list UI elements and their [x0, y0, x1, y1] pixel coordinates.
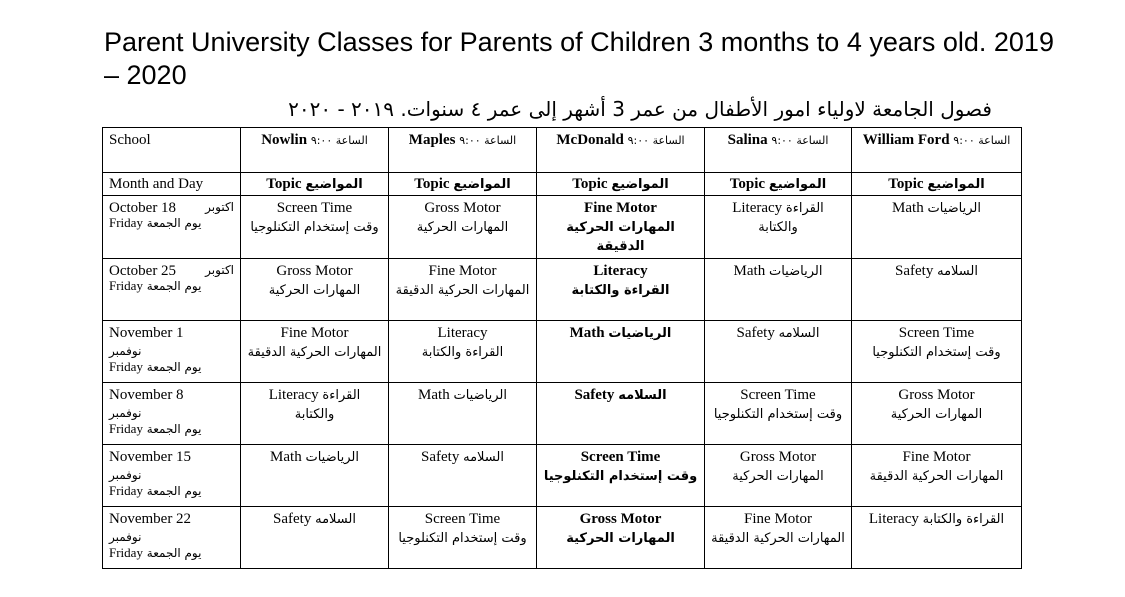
topic-row	[103, 173, 1022, 196]
topic-cell	[852, 383, 1022, 445]
date-english: November 1	[109, 325, 184, 341]
topic-arabic: السلامه	[463, 450, 504, 465]
school-header-salina	[705, 128, 852, 173]
topic-header	[537, 173, 705, 196]
topic-arabic: الرياضيات	[927, 201, 981, 216]
date-cell	[103, 507, 241, 569]
date-cell	[103, 445, 241, 507]
topic-arabic: السلامه	[937, 264, 978, 279]
topic-arabic: وقت إستخدام التكنلوجيا	[250, 220, 379, 235]
date-cell	[103, 259, 241, 321]
page-title-english: Parent University Classes for Parents of Children 3 months to 4 years old. 2019 – 2020	[104, 27, 1054, 90]
topic-header	[241, 173, 389, 196]
date-english: October 25	[109, 263, 177, 279]
topic-en: Topic	[729, 176, 766, 192]
day-arabic: يوم الجمعة	[146, 546, 202, 560]
topic-english: Math	[270, 449, 302, 465]
school-name: McDonald	[556, 132, 624, 148]
table-row	[103, 383, 1022, 445]
topic-cell	[241, 445, 389, 507]
topic-cell	[241, 196, 389, 259]
table-row	[103, 259, 1022, 321]
date-english: November 15	[109, 449, 192, 465]
topic-arabic: السلامه	[618, 388, 667, 403]
topic-english: Safety	[273, 511, 312, 527]
topic-arabic: المهارات الحركية الدقيقة	[869, 469, 1004, 484]
school-header-william-ford	[852, 128, 1022, 173]
topic-arabic: وقت إستخدام التكنلوجيا	[713, 407, 843, 422]
topic-english: Fine Motor	[280, 325, 349, 341]
day-arabic: يوم الجمعة	[146, 279, 202, 293]
topic-header	[705, 173, 852, 196]
topic-ar: المواضيع	[927, 177, 985, 192]
month-arabic: نوفمبر	[109, 468, 142, 482]
topic-english: Screen Time	[898, 325, 975, 341]
topic-en: Topic	[888, 176, 924, 192]
topic-english: Math	[569, 325, 605, 341]
day-line	[109, 278, 234, 294]
day-english: Friday	[109, 483, 143, 498]
topic-english: Literacy	[437, 325, 488, 341]
topic-arabic: وقت إستخدام التكنلوجيا	[398, 531, 527, 546]
date-arabic: اكتوبر	[205, 200, 234, 214]
topic-cell	[537, 321, 705, 383]
topic-english: Screen Time	[424, 511, 501, 527]
topic-cell	[705, 445, 852, 507]
day-line	[109, 483, 234, 499]
day-arabic: يوم الجمعة	[146, 360, 202, 374]
topic-cell	[389, 383, 537, 445]
topic-english: Safety	[736, 325, 775, 341]
topic-arabic: الرياضيات	[768, 264, 823, 279]
topic-cell	[705, 259, 852, 321]
topic-en: Topic	[572, 176, 608, 192]
topic-cell	[537, 259, 705, 321]
day-english: Friday	[109, 278, 143, 293]
topic-cell	[705, 383, 852, 445]
topic-cell	[241, 321, 389, 383]
topic-arabic: المهارات الحركية الدقيقة	[247, 345, 382, 360]
topic-english: Fine Motor	[744, 511, 812, 527]
topic-english: Fine Motor	[902, 449, 971, 465]
date-cell	[103, 321, 241, 383]
school-name: Nowlin	[261, 132, 308, 148]
day-arabic: يوم الجمعة	[146, 484, 202, 498]
school-header-mcdonald	[537, 128, 705, 173]
topic-cell	[241, 259, 389, 321]
topic-english: Screen Time	[580, 449, 661, 465]
topic-en: Topic	[414, 176, 450, 192]
topic-cell	[537, 383, 705, 445]
topic-english: Math	[733, 263, 766, 279]
topic-cell	[705, 196, 852, 259]
date-english: November 8	[109, 387, 184, 403]
topic-english: Gross Motor	[579, 511, 662, 527]
topic-arabic: القراءة والكتابة	[571, 283, 670, 298]
topic-arabic: الرياضيات	[305, 450, 359, 465]
topic-arabic: المهارات الحركية	[732, 469, 824, 484]
school-label: School	[103, 128, 241, 173]
topic-arabic: الرياضيات	[453, 388, 507, 403]
topic-cell	[852, 259, 1022, 321]
table-row	[103, 445, 1022, 507]
topic-cell	[389, 507, 537, 569]
topic-cell	[389, 196, 537, 259]
topic-english: Gross Motor	[276, 263, 353, 279]
topic-arabic: الرياضيات	[608, 326, 672, 341]
date-english: October 18	[109, 200, 177, 216]
topic-english: Screen Time	[740, 387, 816, 403]
topic-english: Math	[892, 200, 924, 216]
topic-arabic: السلامه	[778, 326, 820, 341]
day-english: Friday	[109, 421, 143, 436]
topic-arabic: المهارات الحركية	[890, 407, 983, 422]
school-time: الساعة ٩:٠٠	[459, 134, 517, 147]
topic-ar: المواضيع	[305, 177, 363, 192]
date-rows	[103, 196, 1022, 569]
topic-cell	[852, 196, 1022, 259]
table-row	[103, 196, 1022, 259]
table-row	[103, 507, 1022, 569]
school-time: الساعة ٩:٠٠	[310, 134, 368, 147]
month-arabic: نوفمبر	[109, 530, 142, 544]
topic-english: Screen Time	[276, 200, 353, 216]
page-title-arabic: فصول الجامعة لاولياء امور الأطفال من عمر 3 أشهر إلى عمر ٤ سنوات. ٢٠١٩ - ٢٠٢٠	[288, 97, 992, 121]
topic-english: Literacy	[268, 387, 319, 403]
topic-english: Literacy	[593, 263, 648, 279]
date-arabic: اكتوبر	[205, 263, 234, 277]
topic-arabic: القراءة والكتابة	[294, 388, 361, 422]
topic-english: Gross Motor	[424, 200, 501, 216]
topic-header	[389, 173, 537, 196]
topic-english: Safety	[895, 263, 934, 279]
day-line	[109, 545, 234, 561]
school-time: الساعة ٩:٠٠	[771, 134, 829, 147]
topic-cell	[705, 507, 852, 569]
topic-cell	[241, 507, 389, 569]
topic-cell	[389, 321, 537, 383]
topic-cell	[537, 445, 705, 507]
month-day-label: Month and Day	[103, 173, 241, 196]
topic-english: Literacy	[732, 200, 783, 216]
topic-english: Gross Motor	[739, 449, 817, 465]
topic-arabic: المهارات الحركية	[416, 220, 509, 235]
day-english: Friday	[109, 215, 143, 230]
topic-arabic: المهارات الحركية	[566, 531, 675, 546]
topic-cell	[389, 445, 537, 507]
topic-cell	[537, 507, 705, 569]
topic-cell	[537, 196, 705, 259]
topic-english: Gross Motor	[898, 387, 975, 403]
topic-cell	[852, 445, 1022, 507]
topic-english: Math	[418, 387, 450, 403]
day-line	[109, 359, 234, 375]
topic-ar: المواضيع	[611, 177, 669, 192]
topic-arabic: المهارات الحركية الدقيقة	[566, 220, 675, 254]
topic-cell	[241, 383, 389, 445]
topic-english: Literacy	[868, 511, 919, 527]
topic-arabic: القراءة والكتابة	[922, 512, 1005, 527]
topic-en: Topic	[266, 176, 302, 192]
topic-english: Fine Motor	[584, 200, 657, 216]
day-line	[109, 421, 234, 437]
topic-cell	[852, 321, 1022, 383]
day-arabic: يوم الجمعة	[146, 216, 202, 230]
topic-ar: المواضيع	[453, 177, 511, 192]
topic-arabic: وقت إستخدام التكنلوجيا	[872, 345, 1001, 360]
schedule-table	[102, 127, 1022, 569]
date-cell	[103, 196, 241, 259]
month-arabic: نوفمبر	[109, 406, 142, 420]
topic-english: Safety	[574, 387, 615, 403]
topic-arabic: المهارات الحركية الدقيقة	[395, 283, 530, 298]
topic-arabic: المهارات الحركية	[268, 283, 361, 298]
topic-cell	[389, 259, 537, 321]
table-row	[103, 321, 1022, 383]
topic-english: Safety	[421, 449, 460, 465]
header-row	[103, 128, 1022, 173]
school-header-maples	[389, 128, 537, 173]
school-header-nowlin	[241, 128, 389, 173]
date-cell	[103, 383, 241, 445]
topic-cell	[852, 507, 1022, 569]
day-arabic: يوم الجمعة	[146, 422, 202, 436]
topic-cell	[705, 321, 852, 383]
topic-english: Fine Motor	[428, 263, 497, 279]
topic-ar: المواضيع	[768, 177, 827, 192]
school-name: Maples	[408, 132, 456, 148]
month-arabic: نوفمبر	[109, 344, 142, 358]
topic-arabic: القراءة والكتابة	[758, 201, 824, 235]
topic-arabic: المهارات الحركية الدقيقة	[711, 531, 845, 546]
school-name: William Ford	[862, 132, 950, 148]
topic-arabic: القراءة والكتابة	[421, 345, 504, 360]
topic-header	[852, 173, 1022, 196]
school-time: الساعة ٩:٠٠	[953, 134, 1011, 147]
day-english: Friday	[109, 359, 143, 374]
date-english: November 22	[109, 511, 192, 527]
school-time: الساعة ٩:٠٠	[627, 134, 685, 147]
day-english: Friday	[109, 545, 143, 560]
topic-arabic: السلامه	[315, 512, 356, 527]
day-line	[109, 215, 234, 231]
school-name: Salina	[727, 132, 768, 148]
topic-arabic: وقت إستخدام التكنلوجيا	[543, 469, 698, 484]
